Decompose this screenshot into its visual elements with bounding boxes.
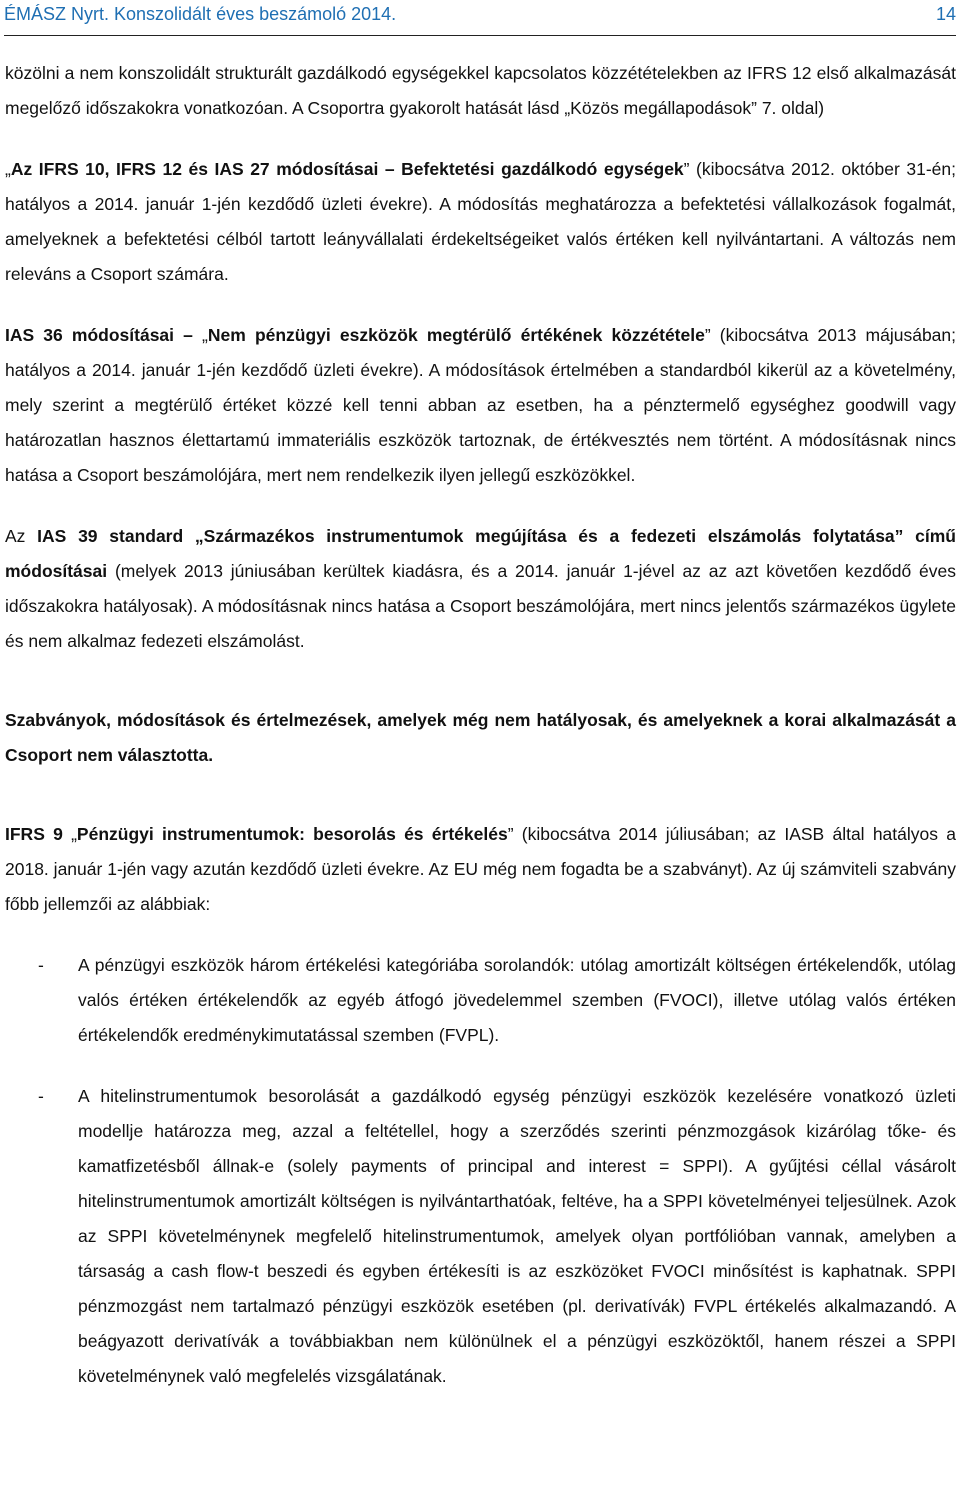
page-number: 14 xyxy=(935,4,956,24)
spacer xyxy=(5,659,956,703)
paragraph-text: (kibocsátva 2014 júliusában; az IASB által hatályos a 2018. január 1-jén vagy azután kezdődő üzleti évekre. Az EU még nem fogadta be a szabványt). Az új számviteli szabvány főbb jellemzői az alábbiak: xyxy=(5,824,956,914)
list-item-text: A hitelinstrumentumok besorolását a gazdálkodó egység pénzügyi eszközök kezelésére vonatkozó üzleti modellje határozza meg, azzal a feltétellel, hogy a szerződés szerinti pénzmozgások kizárólag tőke- és kamatfizetésből állnak-e (solely payments of principal and interest = SPPI). A gyűjtési céllal vásárolt hitelinstrumentumok amortizált költségen is nyilvántarthatóak, feltéve, ha a SPPI követelményei teljesülnek. Azok az SPPI követelménynek megfelelő hitelinstrumentumok, amelyek olyan portfólióban vannak, amelyben a társaság a cash flow-t beszedi és egyben értékesíti is az eszközöket FVOCI minősítést is kaphatnak. SPPI pénzmozgást nem tartalmazó pénzügyi eszközök esetében (pl. derivatívák) FVPL értékelés alkalmazandó. A beágyazott derivatívák a továbbiakban nem különülnek el a pénzügyi eszközöktől, hanem részei a SPPI követelménynek való megfelelés vizsgálatának. xyxy=(78,1086,956,1386)
header-divider xyxy=(4,35,956,36)
spacer xyxy=(5,126,956,152)
standard-title: IFRS 9 xyxy=(5,824,63,844)
spacer xyxy=(5,1053,956,1079)
amendment-title: IAS 39 standard „Származékos instrumentumok megújítása és a fedezeti elszámolás folytatása” című módosításai xyxy=(5,526,956,581)
amendment-title: IAS 36 módosításai – xyxy=(5,325,193,345)
quote-open: „ xyxy=(5,159,11,179)
spacer xyxy=(5,493,956,519)
paragraph-ifrs12-continuation xyxy=(5,56,956,126)
document-body xyxy=(5,56,956,1394)
paragraph-ifrs9 xyxy=(5,817,956,922)
paragraph-ifrs10-amendments xyxy=(5,152,956,292)
amendment-title: Az IFRS 10, IFRS 12 és IAS 27 módosításai – Befektetési gazdálkodó egységek xyxy=(10,159,684,179)
quote-open: „ xyxy=(62,824,77,844)
list-item-text: A pénzügyi eszközök három értékelési kategóriába sorolandók: utólag amortizált költségen értékelendők, utólag valós értéken értékelendők az egyéb átfogó jövedelemmel szemben (FVOCI), illetve utólag valós értéken értékelendők eredménykimutatással szemben (FVPL). xyxy=(78,955,956,1045)
paragraph-lead: Az xyxy=(5,526,38,546)
standard-subtitle: Pénzügyi instrumentumok: besorolás és értékelés xyxy=(76,824,508,844)
spacer xyxy=(5,773,956,817)
section-heading-text: Szabványok, módosítások és értelmezések, amelyek még nem hatályosak, és amelyeknek a korai alkalmazását a Csoport nem választotta. xyxy=(5,710,956,765)
section-heading xyxy=(5,703,956,773)
paragraph-text: (kibocsátva 2013 májusában; hatályos a 2014. január 1-jén kezdődő üzleti évekre). A módosítások értelmében a standardból kikerül az a követelmény, mely szerint a megtérülő értéket közzé kell tenni abban az esetben, ha a pénztermelő egységhez goodwill vagy határozatlan hasznos élettartamú immateriális eszközök tartoznak, de értékvesztés nem történt. A módosításnak nincs hatása a Csoport beszámolójára, mert nem rendelkezik ilyen jellegű eszközökkel. xyxy=(5,325,956,485)
amendment-subtitle: Nem pénzügyi eszközök megtérülő értékének közzététele xyxy=(207,325,705,345)
list-bullet: - xyxy=(38,955,44,975)
spacer xyxy=(5,922,956,948)
list-item xyxy=(5,948,956,1053)
quote-open: „ xyxy=(192,325,208,345)
spacer xyxy=(5,292,956,318)
paragraph-text: (kibocsátva 2012. október 31-én; hatályos a 2014. január 1-jén kezdődő üzleti évekre). A módosítás meghatározza a befektetési vállalkozások fogalmát, amelyeknek a befektetési célból tartott leányvállalati érdekeltségeiket valós értéken kell nyilvántartani. A változás nem releváns a Csoport számára. xyxy=(5,159,956,284)
quote-close: ” xyxy=(507,824,514,844)
list-item xyxy=(5,1079,956,1394)
paragraph-ias36-amendments xyxy=(5,318,956,493)
paragraph-text: (melyek 2013 júniusában kerültek kiadásra, és a 2014. január 1-jével az az azt követően kezdődő éves időszakokra hatályosak). A módosításnak nincs hatása a Csoport beszámolójára, mert nincs jelentős származékos ügylete és nem alkalmaz fedezeti elszámolást. xyxy=(5,561,956,651)
page-header xyxy=(4,0,956,36)
list-bullet: - xyxy=(38,1086,44,1106)
paragraph-text: közölni a nem konszolidált strukturált gazdálkodó egységekkel kapcsolatos közzétételekben az IFRS 12 első alkalmazását megelőző időszakokra vonatkozóan. A Csoportra gyakorolt hatását lásd „Közös megállapodások” 7. oldal) xyxy=(5,63,956,118)
document-title: ÉMÁSZ Nyrt. Konszolidált éves beszámoló 2014. xyxy=(4,4,397,24)
quote-close: ” xyxy=(683,159,690,179)
paragraph-ias39-amendments xyxy=(5,519,956,659)
quote-close: ” xyxy=(704,325,711,345)
